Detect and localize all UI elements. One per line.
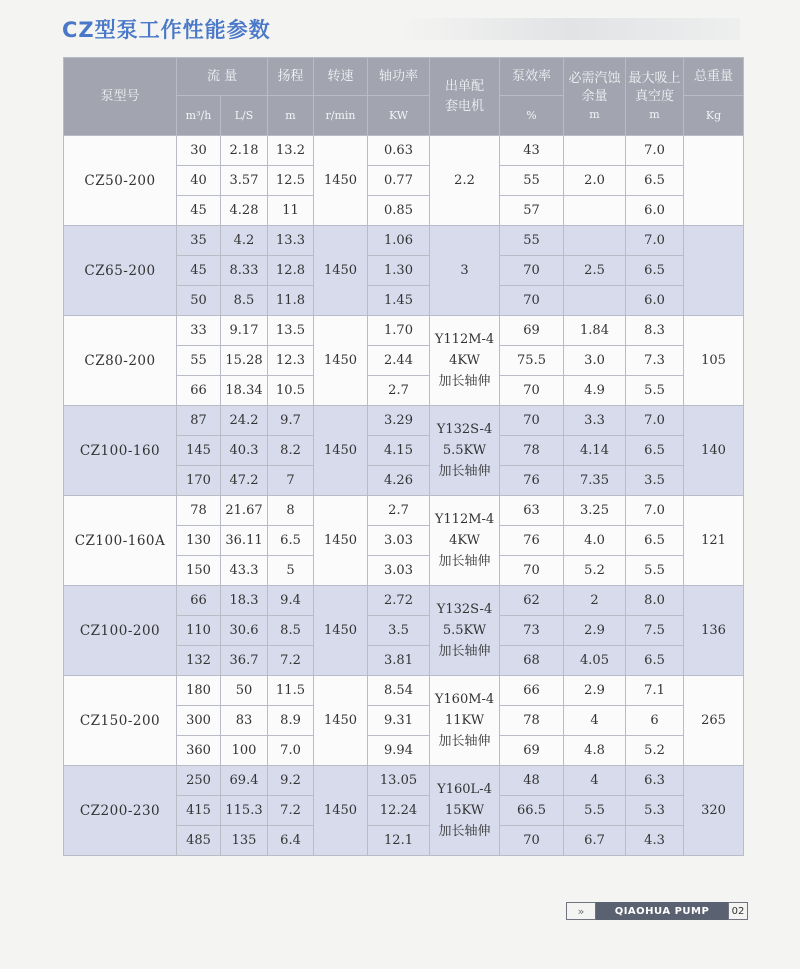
motor-line: Y132S-4 bbox=[436, 602, 493, 617]
flow-ls-cell: 69.4 bbox=[221, 766, 268, 796]
efficiency-cell: 75.5 bbox=[500, 346, 564, 376]
model-cell: CZ100-160 bbox=[64, 406, 177, 496]
flow-ls-cell: 115.3 bbox=[221, 796, 268, 826]
pump-group bbox=[64, 676, 744, 766]
table-row bbox=[64, 406, 744, 436]
flow-ls-cell: 18.34 bbox=[221, 376, 268, 406]
head-cell: 6.5 bbox=[268, 526, 314, 556]
efficiency-cell: 66 bbox=[500, 676, 564, 706]
power-cell: 3.29 bbox=[368, 406, 430, 436]
speed-cell: 1450 bbox=[314, 136, 368, 226]
power-cell: 0.85 bbox=[368, 196, 430, 226]
motor-line: 加长轴伸 bbox=[438, 734, 491, 749]
pump-group bbox=[64, 316, 744, 406]
efficiency-cell: 57 bbox=[500, 196, 564, 226]
efficiency-cell: 48 bbox=[500, 766, 564, 796]
suction-cell: 7.0 bbox=[626, 406, 684, 436]
speed-cell: 1450 bbox=[314, 316, 368, 406]
header-suction bbox=[626, 58, 684, 136]
flow-ls-cell: 2.18 bbox=[221, 136, 268, 166]
title-bleed-through bbox=[400, 18, 740, 40]
power-cell: 3.03 bbox=[368, 556, 430, 586]
suction-cell: 6.5 bbox=[626, 256, 684, 286]
model-cell: CZ150-200 bbox=[64, 676, 177, 766]
flow-ls-cell: 21.67 bbox=[221, 496, 268, 526]
speed-cell: 1450 bbox=[314, 406, 368, 496]
head-cell: 12.3 bbox=[268, 346, 314, 376]
suction-cell: 7.1 bbox=[626, 676, 684, 706]
header-npsh-unit: m bbox=[589, 108, 600, 121]
head-cell: 11.8 bbox=[268, 286, 314, 316]
npsh-cell: 4.14 bbox=[564, 436, 626, 466]
efficiency-cell: 76 bbox=[500, 526, 564, 556]
efficiency-cell: 78 bbox=[500, 436, 564, 466]
flow-ls-cell: 36.11 bbox=[221, 526, 268, 556]
suction-cell: 5.5 bbox=[626, 556, 684, 586]
npsh-cell: 2.9 bbox=[564, 676, 626, 706]
motor-line: 5.5KW bbox=[442, 623, 487, 638]
suction-cell: 5.5 bbox=[626, 376, 684, 406]
motor-line: 加长轴伸 bbox=[438, 644, 491, 659]
flow-ls-cell: 18.3 bbox=[221, 586, 268, 616]
suction-cell: 6.5 bbox=[626, 526, 684, 556]
flow-m3h-cell: 66 bbox=[177, 376, 221, 406]
head-cell: 9.2 bbox=[268, 766, 314, 796]
head-cell: 8.5 bbox=[268, 616, 314, 646]
power-cell: 13.05 bbox=[368, 766, 430, 796]
flow-m3h-cell: 485 bbox=[177, 826, 221, 856]
power-cell: 1.45 bbox=[368, 286, 430, 316]
weight-cell: 320 bbox=[684, 766, 744, 856]
flow-ls-cell: 24.2 bbox=[221, 406, 268, 436]
head-cell: 8.2 bbox=[268, 436, 314, 466]
flow-m3h-cell: 415 bbox=[177, 796, 221, 826]
speed-cell: 1450 bbox=[314, 496, 368, 586]
head-cell: 10.5 bbox=[268, 376, 314, 406]
table-row bbox=[64, 676, 744, 706]
suction-cell: 7.0 bbox=[626, 496, 684, 526]
pump-group bbox=[64, 406, 744, 496]
flow-m3h-cell: 40 bbox=[177, 166, 221, 196]
motor-cell bbox=[430, 406, 500, 496]
weight-cell: 140 bbox=[684, 406, 744, 496]
efficiency-cell: 73 bbox=[500, 616, 564, 646]
header-flow-unit-ls: L/S bbox=[221, 96, 268, 136]
flow-m3h-cell: 30 bbox=[177, 136, 221, 166]
flow-ls-cell: 30.6 bbox=[221, 616, 268, 646]
power-cell: 4.26 bbox=[368, 466, 430, 496]
header-weight: 总重量 bbox=[684, 58, 744, 96]
efficiency-cell: 70 bbox=[500, 376, 564, 406]
arrow-icon: » bbox=[566, 902, 596, 920]
npsh-cell bbox=[564, 226, 626, 256]
model-cell: CZ100-200 bbox=[64, 586, 177, 676]
flow-m3h-cell: 250 bbox=[177, 766, 221, 796]
speed-cell: 1450 bbox=[314, 676, 368, 766]
flow-ls-cell: 8.33 bbox=[221, 256, 268, 286]
header-power-unit: KW bbox=[368, 96, 430, 136]
npsh-cell: 5.5 bbox=[564, 796, 626, 826]
speed-cell: 1450 bbox=[314, 766, 368, 856]
efficiency-cell: 70 bbox=[500, 556, 564, 586]
head-cell: 5 bbox=[268, 556, 314, 586]
motor-cell bbox=[430, 316, 500, 406]
header-flow-unit-m3h: m³/h bbox=[177, 96, 221, 136]
model-cell: CZ200-230 bbox=[64, 766, 177, 856]
power-cell: 1.70 bbox=[368, 316, 430, 346]
flow-ls-cell: 100 bbox=[221, 736, 268, 766]
motor-line: Y132S-4 bbox=[436, 422, 493, 437]
npsh-cell: 4.8 bbox=[564, 736, 626, 766]
table-row bbox=[64, 766, 744, 796]
power-cell: 2.7 bbox=[368, 496, 430, 526]
pump-group bbox=[64, 226, 744, 316]
weight-cell: 265 bbox=[684, 676, 744, 766]
suction-cell: 8.3 bbox=[626, 316, 684, 346]
efficiency-cell: 78 bbox=[500, 706, 564, 736]
motor-line: Y160L-4 bbox=[437, 782, 492, 797]
model-cell: CZ80-200 bbox=[64, 316, 177, 406]
suction-cell: 4.3 bbox=[626, 826, 684, 856]
suction-cell: 6.3 bbox=[626, 766, 684, 796]
head-cell: 13.3 bbox=[268, 226, 314, 256]
flow-ls-cell: 135 bbox=[221, 826, 268, 856]
efficiency-cell: 69 bbox=[500, 736, 564, 766]
suction-cell: 7.3 bbox=[626, 346, 684, 376]
header-speed-unit: r/min bbox=[314, 96, 368, 136]
weight-cell: 121 bbox=[684, 496, 744, 586]
npsh-cell: 3.25 bbox=[564, 496, 626, 526]
npsh-cell: 4.0 bbox=[564, 526, 626, 556]
power-cell: 12.1 bbox=[368, 826, 430, 856]
weight-cell: 105 bbox=[684, 316, 744, 406]
motor-cell bbox=[430, 136, 500, 226]
speed-cell: 1450 bbox=[314, 226, 368, 316]
header-motor-label: 出单配套电机 bbox=[445, 78, 485, 114]
efficiency-cell: 76 bbox=[500, 466, 564, 496]
power-cell: 3.5 bbox=[368, 616, 430, 646]
motor-line: Y112M-4 bbox=[434, 512, 495, 527]
table-row bbox=[64, 496, 744, 526]
head-cell: 7.2 bbox=[268, 796, 314, 826]
flow-ls-cell: 43.3 bbox=[221, 556, 268, 586]
suction-cell: 6.5 bbox=[626, 166, 684, 196]
suction-cell: 5.2 bbox=[626, 736, 684, 766]
npsh-cell: 4 bbox=[564, 706, 626, 736]
weight-cell bbox=[684, 226, 744, 316]
table-row bbox=[64, 226, 744, 256]
efficiency-cell: 55 bbox=[500, 166, 564, 196]
motor-cell bbox=[430, 496, 500, 586]
efficiency-cell: 63 bbox=[500, 496, 564, 526]
motor-line: 3 bbox=[460, 263, 469, 278]
flow-m3h-cell: 180 bbox=[177, 676, 221, 706]
head-cell: 12.8 bbox=[268, 256, 314, 286]
head-cell: 11 bbox=[268, 196, 314, 226]
table-row bbox=[64, 316, 744, 346]
weight-cell: 136 bbox=[684, 586, 744, 676]
flow-ls-cell: 47.2 bbox=[221, 466, 268, 496]
flow-m3h-cell: 145 bbox=[177, 436, 221, 466]
performance-table bbox=[63, 57, 744, 856]
brand-label: QIAOHUA PUMP bbox=[596, 902, 728, 920]
suction-cell: 8.0 bbox=[626, 586, 684, 616]
npsh-cell: 2.0 bbox=[564, 166, 626, 196]
header-model: 泵型号 bbox=[64, 58, 177, 136]
motor-line: 5.5KW bbox=[442, 443, 487, 458]
power-cell: 1.30 bbox=[368, 256, 430, 286]
header-power: 轴功率 bbox=[368, 58, 430, 96]
motor-line: 加长轴伸 bbox=[438, 374, 491, 389]
power-cell: 4.15 bbox=[368, 436, 430, 466]
suction-cell: 6 bbox=[626, 706, 684, 736]
motor-line: 4KW bbox=[449, 353, 480, 368]
npsh-cell: 4.9 bbox=[564, 376, 626, 406]
header-weight-unit: Kg bbox=[684, 96, 744, 136]
table-row bbox=[64, 136, 744, 166]
npsh-cell: 2 bbox=[564, 586, 626, 616]
flow-ls-cell: 15.28 bbox=[221, 346, 268, 376]
flow-m3h-cell: 110 bbox=[177, 616, 221, 646]
power-cell: 2.44 bbox=[368, 346, 430, 376]
flow-m3h-cell: 45 bbox=[177, 256, 221, 286]
header-npsh bbox=[564, 58, 626, 136]
pump-group bbox=[64, 496, 744, 586]
motor-line: 11KW bbox=[444, 713, 485, 728]
power-cell: 2.72 bbox=[368, 586, 430, 616]
motor-line: 加长轴伸 bbox=[438, 554, 491, 569]
flow-m3h-cell: 45 bbox=[177, 196, 221, 226]
head-cell: 7 bbox=[268, 466, 314, 496]
head-cell: 8 bbox=[268, 496, 314, 526]
flow-m3h-cell: 300 bbox=[177, 706, 221, 736]
motor-line: 2.2 bbox=[454, 173, 475, 188]
page-title: CZ型泵工作性能参数 bbox=[62, 18, 271, 42]
motor-cell bbox=[430, 676, 500, 766]
header-flow: 流 量 bbox=[177, 58, 268, 96]
model-cell: CZ100-160A bbox=[64, 496, 177, 586]
npsh-cell bbox=[564, 196, 626, 226]
speed-cell: 1450 bbox=[314, 586, 368, 676]
efficiency-cell: 70 bbox=[500, 256, 564, 286]
flow-ls-cell: 4.2 bbox=[221, 226, 268, 256]
flow-ls-cell: 8.5 bbox=[221, 286, 268, 316]
motor-cell bbox=[430, 766, 500, 856]
flow-ls-cell: 4.28 bbox=[221, 196, 268, 226]
suction-cell: 5.3 bbox=[626, 796, 684, 826]
efficiency-cell: 43 bbox=[500, 136, 564, 166]
page-footer bbox=[566, 902, 748, 920]
suction-cell: 7.5 bbox=[626, 616, 684, 646]
flow-ls-cell: 36.7 bbox=[221, 646, 268, 676]
header-speed: 转速 bbox=[314, 58, 368, 96]
flow-m3h-cell: 55 bbox=[177, 346, 221, 376]
efficiency-cell: 69 bbox=[500, 316, 564, 346]
power-cell: 3.81 bbox=[368, 646, 430, 676]
power-cell: 9.94 bbox=[368, 736, 430, 766]
head-cell: 13.5 bbox=[268, 316, 314, 346]
npsh-cell: 3.0 bbox=[564, 346, 626, 376]
npsh-cell: 4.05 bbox=[564, 646, 626, 676]
head-cell: 9.4 bbox=[268, 586, 314, 616]
suction-cell: 6.5 bbox=[626, 646, 684, 676]
flow-m3h-cell: 50 bbox=[177, 286, 221, 316]
flow-m3h-cell: 78 bbox=[177, 496, 221, 526]
npsh-cell: 2.5 bbox=[564, 256, 626, 286]
efficiency-cell: 62 bbox=[500, 586, 564, 616]
power-cell: 1.06 bbox=[368, 226, 430, 256]
motor-cell bbox=[430, 226, 500, 316]
flow-m3h-cell: 132 bbox=[177, 646, 221, 676]
power-cell: 0.63 bbox=[368, 136, 430, 166]
power-cell: 2.7 bbox=[368, 376, 430, 406]
motor-line: 加长轴伸 bbox=[438, 464, 491, 479]
npsh-cell bbox=[564, 286, 626, 316]
table-header bbox=[64, 58, 744, 136]
suction-cell: 7.0 bbox=[626, 136, 684, 166]
pump-group bbox=[64, 136, 744, 226]
suction-cell: 6.0 bbox=[626, 196, 684, 226]
motor-line: 4KW bbox=[449, 533, 480, 548]
header-motor bbox=[430, 58, 500, 136]
page-number: 02 bbox=[728, 902, 748, 920]
head-cell: 7.0 bbox=[268, 736, 314, 766]
efficiency-cell: 70 bbox=[500, 286, 564, 316]
pump-group bbox=[64, 766, 744, 856]
power-cell: 0.77 bbox=[368, 166, 430, 196]
header-npsh-label: 必需汽蚀余量 bbox=[568, 71, 621, 104]
head-cell: 8.9 bbox=[268, 706, 314, 736]
flow-ls-cell: 40.3 bbox=[221, 436, 268, 466]
flow-m3h-cell: 35 bbox=[177, 226, 221, 256]
header-efficiency: 泵效率 bbox=[500, 58, 564, 96]
pump-group bbox=[64, 586, 744, 676]
efficiency-cell: 70 bbox=[500, 826, 564, 856]
motor-line: Y112M-4 bbox=[434, 332, 495, 347]
header-suction-label: 最大吸上真空度 bbox=[628, 71, 681, 104]
header-head-unit: m bbox=[268, 96, 314, 136]
npsh-cell: 4 bbox=[564, 766, 626, 796]
flow-ls-cell: 3.57 bbox=[221, 166, 268, 196]
motor-line: Y160M-4 bbox=[434, 692, 495, 707]
flow-ls-cell: 9.17 bbox=[221, 316, 268, 346]
efficiency-cell: 68 bbox=[500, 646, 564, 676]
npsh-cell: 1.84 bbox=[564, 316, 626, 346]
suction-cell: 6.0 bbox=[626, 286, 684, 316]
model-cell: CZ65-200 bbox=[64, 226, 177, 316]
head-cell: 7.2 bbox=[268, 646, 314, 676]
npsh-cell: 3.3 bbox=[564, 406, 626, 436]
efficiency-cell: 70 bbox=[500, 406, 564, 436]
flow-m3h-cell: 66 bbox=[177, 586, 221, 616]
model-cell: CZ50-200 bbox=[64, 136, 177, 226]
header-head: 扬程 bbox=[268, 58, 314, 96]
header-suction-unit: m bbox=[649, 108, 660, 121]
flow-ls-cell: 50 bbox=[221, 676, 268, 706]
suction-cell: 7.0 bbox=[626, 226, 684, 256]
head-cell: 13.2 bbox=[268, 136, 314, 166]
weight-cell bbox=[684, 136, 744, 226]
flow-ls-cell: 83 bbox=[221, 706, 268, 736]
motor-line: 加长轴伸 bbox=[438, 824, 491, 839]
motor-cell bbox=[430, 586, 500, 676]
head-cell: 9.7 bbox=[268, 406, 314, 436]
efficiency-cell: 55 bbox=[500, 226, 564, 256]
power-cell: 9.31 bbox=[368, 706, 430, 736]
suction-cell: 6.5 bbox=[626, 436, 684, 466]
efficiency-cell: 66.5 bbox=[500, 796, 564, 826]
header-efficiency-unit: % bbox=[500, 96, 564, 136]
npsh-cell: 6.7 bbox=[564, 826, 626, 856]
npsh-cell bbox=[564, 136, 626, 166]
npsh-cell: 5.2 bbox=[564, 556, 626, 586]
head-cell: 12.5 bbox=[268, 166, 314, 196]
motor-line: 15KW bbox=[444, 803, 485, 818]
table-row bbox=[64, 586, 744, 616]
flow-m3h-cell: 33 bbox=[177, 316, 221, 346]
head-cell: 6.4 bbox=[268, 826, 314, 856]
npsh-cell: 7.35 bbox=[564, 466, 626, 496]
flow-m3h-cell: 360 bbox=[177, 736, 221, 766]
head-cell: 11.5 bbox=[268, 676, 314, 706]
flow-m3h-cell: 170 bbox=[177, 466, 221, 496]
suction-cell: 3.5 bbox=[626, 466, 684, 496]
power-cell: 12.24 bbox=[368, 796, 430, 826]
power-cell: 8.54 bbox=[368, 676, 430, 706]
power-cell: 3.03 bbox=[368, 526, 430, 556]
flow-m3h-cell: 130 bbox=[177, 526, 221, 556]
npsh-cell: 2.9 bbox=[564, 616, 626, 646]
flow-m3h-cell: 150 bbox=[177, 556, 221, 586]
flow-m3h-cell: 87 bbox=[177, 406, 221, 436]
